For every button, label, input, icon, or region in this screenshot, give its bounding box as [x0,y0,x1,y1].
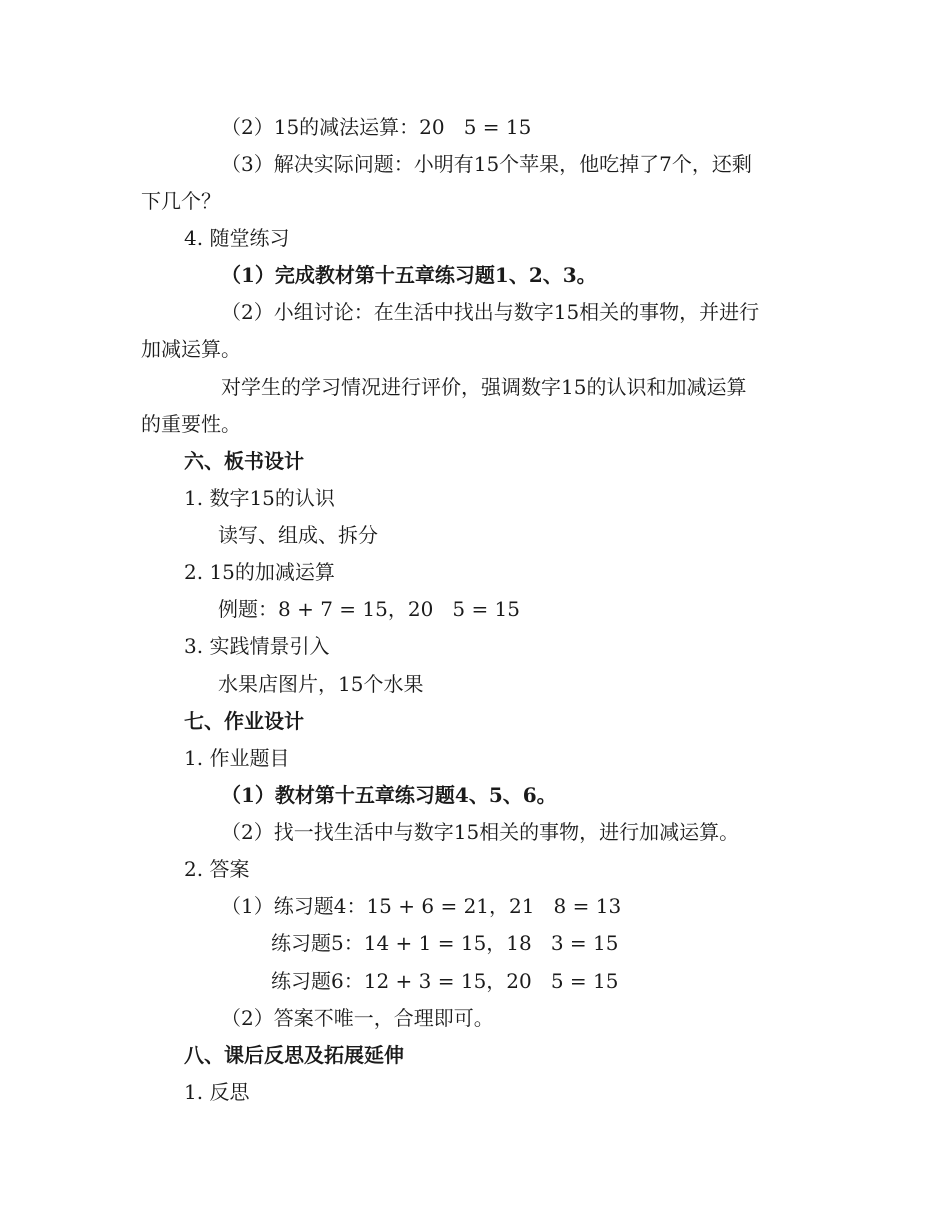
text-line: 的重要性。 [141,412,241,436]
list-item: 3. 实践情景引入 [184,634,330,658]
text-line: （1）教材第十五章练习题4、5、6。 [221,783,557,807]
text-line: （1）练习题4：15 + 6 = 21，21 8 = 13 [221,894,622,918]
text-line: 读写、组成、拆分 [218,523,378,547]
text-line: 练习题5：14 + 1 = 15，18 3 = 15 [271,931,619,955]
list-item: 2. 15的加减运算 [184,560,335,584]
text-line: 下几个？ [141,189,221,213]
list-item: 1. 作业题目 [184,746,290,770]
text-line: （2）小组讨论：在生活中找出与数字15相关的事物，并进行 [221,300,760,324]
text-line: 水果店图片，15个水果 [218,672,424,696]
list-item: 2. 答案 [184,857,250,881]
section-heading: 六、板书设计 [184,449,304,473]
text-line: 加减运算。 [141,337,241,361]
text-line: 练习题6：12 + 3 = 15，20 5 = 15 [271,969,619,993]
section-heading: 七、作业设计 [184,709,304,733]
list-item: 1. 反思 [184,1080,250,1104]
text-line: （3）解决实际问题：小明有15个苹果，他吃掉了7个，还剩 [221,152,752,176]
list-item: 1. 数字15的认识 [184,486,335,510]
section-heading: 八、课后反思及拓展延伸 [184,1043,404,1067]
text-line: 对学生的学习情况进行评价，强调数字15的认识和加减运算 [221,375,747,399]
text-line: 例题：8 + 7 = 15，20 5 = 15 [218,597,521,621]
text-line: （2）找一找生活中与数字15相关的事物，进行加减运算。 [221,820,740,844]
text-line: （1）完成教材第十五章练习题1、2、3。 [221,263,597,287]
text-line: （2）答案不唯一，合理即可。 [221,1006,494,1030]
text-line: （2）15的减法运算：20 5 = 15 [221,115,532,139]
list-item: 4. 随堂练习 [184,226,290,250]
